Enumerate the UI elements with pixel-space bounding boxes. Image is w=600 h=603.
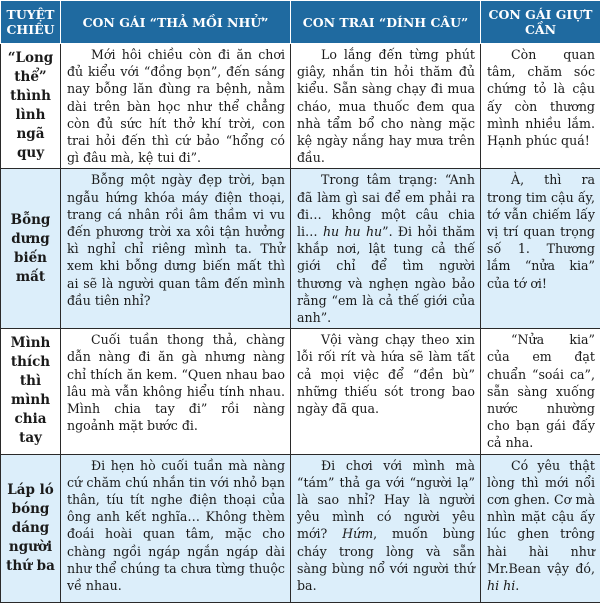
- girl-bait-cell: [61, 454, 291, 602]
- cell-text: [297, 457, 475, 595]
- text-part: ”. Đi hỏi thăm khắp nơi, lật tung cả thế giới chỉ để tìm người thương và nghẹn ngào bảo rằng “em là cả thế giới của anh”.: [297, 224, 475, 325]
- header-row: [1, 1, 600, 44]
- table-row: [1, 329, 600, 454]
- girl-bait-cell: [61, 44, 291, 169]
- girl-bait-cell: [61, 169, 291, 329]
- row-label: Bỗng dưng biến mất: [1, 169, 61, 329]
- italic-text: hi hi: [487, 578, 515, 593]
- cell-text: À, thì ra trong tim cậu ấy, tớ vẫn chiếm lấy vị trí quan trọng số 1. Thương lắm “nửa kia” của tớ ơi!: [487, 171, 595, 291]
- cell-text: “Nửa kia” của em đạt chuẩn “soái ca”, sẵn sàng xuống nước nhường cho bạn gái đấy cả nha.: [487, 331, 595, 451]
- cell-text: Cuối tuần thong thả, chàng dẫn nàng đi ăn gà nhưng nàng chỉ thích ăn kem. “Quen nhau bao lâu mà vẫn không hiểu tính nhau. Mình chia tay đi” rồi nàng ngoảnh mặt bước đi.: [67, 331, 285, 434]
- boy-hooked-cell: [291, 329, 481, 454]
- cell-text: Đi hẹn hò cuối tuần mà nàng cứ chăm chú nhắn tin với nhỏ bạn thân, tíu tít nghe điện thoại của ông anh kết nghĩa… Không thèm đoái hoài quan tâm, mặc cho chàng ngồi ngáp ngắn ngáp dài như thể chúng ta chưa từng thuộc về nhau.: [67, 457, 285, 595]
- text-part: Có yêu thật lòng thì mới nổi cơn ghen. Cơ mà nhìn mặt cậu ấy lúc ghen trông hài hài như Mr.Bean vậy đó,: [487, 458, 595, 576]
- girl-reel-cell: [481, 169, 600, 329]
- cell-text: Vội vàng chạy theo xin lỗi rối rít và hứa sẽ làm tất cả mọi việc để “đền bù” những thiếu sót trong bao ngày đã qua.: [297, 331, 475, 417]
- header-boy-hooked: CON TRAI “DÍNH CÂU”: [291, 1, 481, 44]
- cell-text: [297, 171, 475, 326]
- italic-text: Hứm: [342, 526, 373, 541]
- table-row: [1, 44, 600, 169]
- table-row: [1, 454, 600, 602]
- girl-reel-cell: [481, 454, 600, 602]
- header-girl-bait: CON GÁI “THẢ MỒI NHỬ”: [61, 1, 291, 44]
- table-row: [1, 169, 600, 329]
- header-girl-reel: CON GÁI GIỰT CẦN: [481, 1, 600, 44]
- cell-text: Bỗng một ngày đẹp trời, bạn ngẫu hứng khóa máy điện thoại, trang cá nhân rồi âm thầm vi vu đến phương trời xa xôi tận hưởng kì nghỉ chỉ riêng mình ta. Thử xem khi bỗng dưng biến mất thì ai sẽ là người quan tâm đến mình đầu tiên nhỉ?: [67, 171, 285, 309]
- boy-hooked-cell: [291, 44, 481, 169]
- cell-text: Còn quan tâm, chăm sóc chứng tỏ là cậu ấy còn thương mình nhiều lắm. Hạnh phúc quá!: [487, 46, 595, 149]
- girl-bait-cell: [61, 329, 291, 454]
- italic-text: hu hu hu: [323, 224, 382, 239]
- row-label: Mình thích thì mình chia tay: [1, 329, 61, 454]
- text-part: Trong tâm trạng: “Anh đã làm gì sai để em phải ra đi… không một câu chia li…: [297, 172, 475, 239]
- text-part: Đi chơi với mình mà “tám” thả ga với “người lạ” là sao nhỉ? Hay là người yêu mình có người yêu mới?: [297, 458, 475, 542]
- text-part: , muốn bùng cháy trong lòng và sẵn sàng bùng nổ với người thứ ba.: [297, 526, 475, 593]
- girl-reel-cell: [481, 44, 600, 169]
- row-label: “Long thể” thình lình ngã quy: [1, 44, 61, 169]
- header-tactic: TUYỆT CHIÊU: [1, 1, 61, 44]
- girl-reel-cell: [481, 329, 600, 454]
- cell-text: Mới hôi chiều còn đi ăn chơi đủ kiểu với “đồng bọn”, đến sáng nay bỗng lăn đùng ra bệnh, nằm dài trên bàn học như thể chẳng còn đủ sức hít thở khí trời, con trai hỏi đến thì cứ bảo “hổng có gì đâu mà, kệ tui đi”.: [67, 46, 285, 166]
- cell-text: Lo lắng đến từng phút giây, nhắn tin hỏi thăm đủ kiểu. Sẵn sàng chạy đi mua cháo, mua thuốc đem qua nhà tẩm bổ cho nàng mặc kệ ngày nắng hay mưa trên đầu.: [297, 46, 475, 166]
- row-label: Láp ló bóng dáng người thứ ba: [1, 454, 61, 602]
- boy-hooked-cell: [291, 169, 481, 329]
- text-part: .: [515, 578, 519, 593]
- cell-text: [487, 457, 595, 595]
- boy-hooked-cell: [291, 454, 481, 602]
